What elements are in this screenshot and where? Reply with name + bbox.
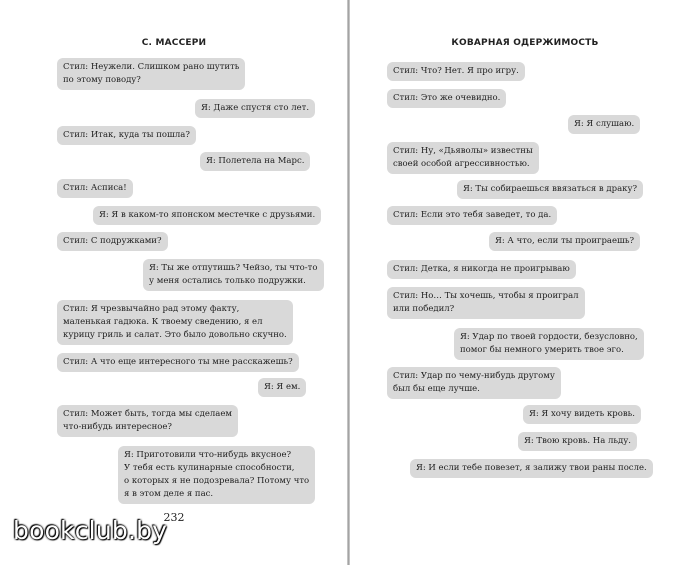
message-line: Стил: Если это тебя заведет, то да. bbox=[393, 210, 552, 220]
message-line: Я: Твою кровь. На льду. bbox=[524, 436, 631, 446]
message-line: Я: Приготовили что-нибудь вкусное? bbox=[124, 450, 292, 460]
chat-message-bubble bbox=[387, 206, 557, 225]
message-line: Стил: Итак, куда ты пошла? bbox=[63, 130, 190, 140]
message-line: Я: Я в каком-то японском местечке с друзьями. bbox=[99, 210, 316, 220]
message-line: Я: А что, если ты проиграешь? bbox=[495, 236, 635, 246]
message-line: У тебя есть кулинарные способности, bbox=[124, 463, 295, 473]
message-line: Я: Ты же отпутишь? Чейзо, ты что-то bbox=[149, 263, 318, 273]
message-line: Я: Даже спустя сто лет. bbox=[201, 103, 310, 113]
chat-message-bubble bbox=[387, 62, 525, 81]
message-line: Я: Ты собираешься ввязаться в драку? bbox=[463, 184, 638, 194]
chat-message-bubble bbox=[143, 259, 324, 291]
chat-message-bubble bbox=[387, 89, 506, 108]
chat-message-bubble bbox=[57, 300, 293, 345]
message-line: был бы еще лучше. bbox=[393, 384, 480, 394]
message-line: о которых я не подозревала? Потому что bbox=[124, 476, 310, 486]
message-line: Я: Удар по твоей гордости, безусловно, bbox=[460, 332, 638, 342]
message-line: маленькая гадюка. К твоему сведению, я ел bbox=[63, 317, 263, 327]
chat-message-bubble bbox=[57, 179, 133, 198]
message-line: Стил: Асписа! bbox=[63, 183, 127, 193]
chat-message-bubble bbox=[457, 180, 643, 199]
message-line: что-нибудь интересное? bbox=[63, 422, 172, 432]
watermark-logo: bookclub.by bbox=[13, 516, 168, 545]
message-line: я в этом деле я пас. bbox=[124, 489, 214, 499]
message-line: у меня остались только подружки. bbox=[149, 276, 306, 286]
message-line: по этому поводу? bbox=[63, 75, 141, 85]
chat-message-bubble bbox=[387, 367, 561, 399]
message-line: Я: Я слушаю. bbox=[574, 119, 635, 129]
chat-message-bubble bbox=[195, 99, 315, 118]
message-line: Стил: Детка, я никогда не проигрываю bbox=[393, 264, 570, 274]
message-line: Стил: Ну, «Дьяволы» известны bbox=[393, 146, 533, 156]
chat-message-bubble bbox=[57, 405, 238, 437]
message-line: Стил: Это же очевидно. bbox=[393, 93, 501, 103]
chat-message-bubble bbox=[57, 232, 168, 251]
message-line: своей особой агрессивностью. bbox=[393, 159, 530, 169]
running-head-title: КОВАРНАЯ ОДЕРЖИМОСТЬ bbox=[451, 38, 599, 48]
message-line: Стил: Но… Ты хочешь, чтобы я проиграл bbox=[393, 291, 579, 301]
right-page bbox=[350, 0, 700, 565]
chat-message-bubble bbox=[410, 459, 653, 478]
message-line: Стил: С подружками? bbox=[63, 236, 162, 246]
message-line: Стил: Я чрезвычайно рад этому факту, bbox=[63, 304, 240, 314]
chat-message-bubble bbox=[518, 432, 637, 451]
chat-message-bubble bbox=[258, 378, 306, 397]
left-page bbox=[0, 0, 348, 565]
message-line: Я: Я ем. bbox=[264, 382, 301, 392]
chat-message-bubble bbox=[57, 126, 196, 145]
page-number: 232 bbox=[163, 511, 185, 524]
message-line: Я: Полетела на Марс. bbox=[206, 156, 305, 166]
message-line: или победил? bbox=[393, 304, 455, 314]
chat-message-bubble bbox=[523, 405, 641, 424]
message-line: помог бы немного умерить твое эго. bbox=[460, 345, 624, 355]
chat-message-bubble bbox=[387, 142, 539, 174]
message-line: Я: И если тебе повезет, я залижу твои раны после. bbox=[416, 463, 647, 473]
message-line: Стил: Удар по чему-нибудь другому bbox=[393, 371, 555, 381]
message-line: Стил: Неужели. Слишком рано шутить bbox=[63, 62, 240, 72]
chat-message-bubble bbox=[489, 232, 640, 251]
message-line: Стил: Что? Нет. Я про игру. bbox=[393, 66, 519, 76]
message-line: Я: Я хочу видеть кровь. bbox=[529, 409, 635, 419]
message-line: курицу гриль и салат. Это было довольно скучно. bbox=[63, 330, 287, 340]
chat-message-bubble bbox=[57, 58, 245, 90]
chat-message-bubble bbox=[568, 115, 640, 134]
message-line: Стил: А что еще интересного ты мне расскажешь? bbox=[63, 357, 293, 367]
chat-message-bubble bbox=[57, 353, 299, 372]
running-head-author: С. МАССЕРИ bbox=[141, 38, 207, 48]
chat-message-bubble bbox=[454, 328, 644, 360]
message-line: Стил: Может быть, тогда мы сделаем bbox=[63, 409, 233, 419]
chat-message-bubble bbox=[118, 446, 315, 504]
chat-message-bubble bbox=[200, 152, 310, 171]
chat-message-bubble bbox=[387, 287, 585, 319]
chat-message-bubble bbox=[387, 260, 576, 279]
chat-message-bubble bbox=[93, 206, 321, 225]
